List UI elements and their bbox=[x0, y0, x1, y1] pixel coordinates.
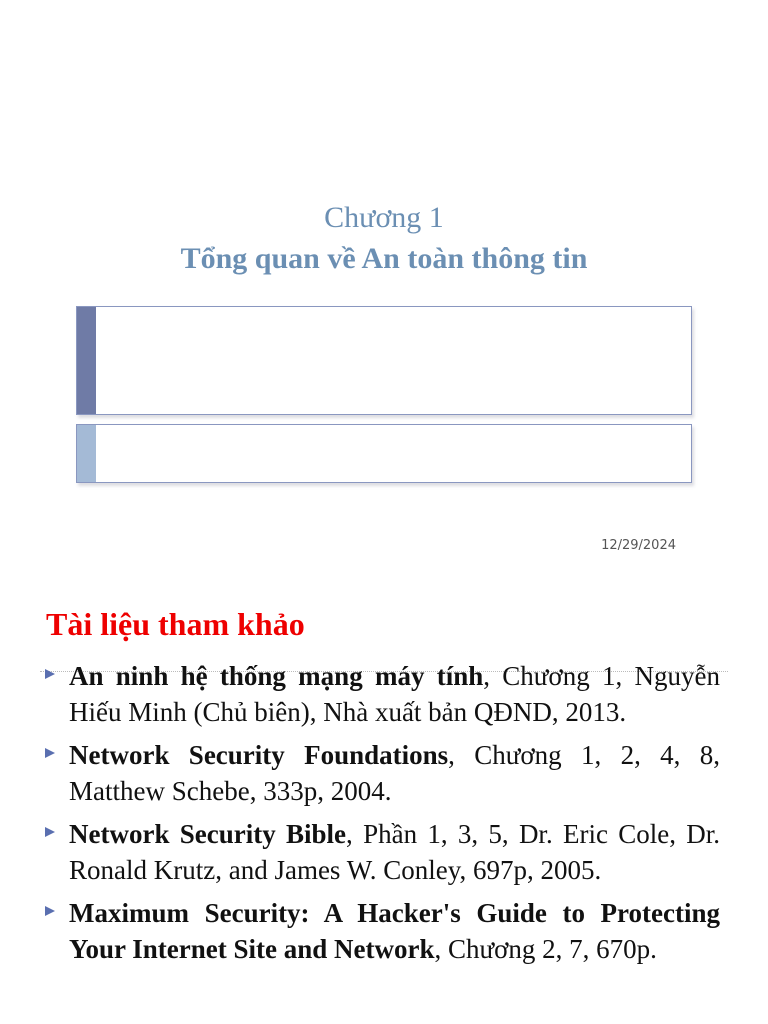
slide-title: Tổng quan về An toàn thông tin bbox=[180, 242, 588, 275]
bullet-triangle-icon bbox=[45, 827, 55, 837]
bullet-triangle-icon bbox=[45, 906, 55, 916]
accent-bar-dark bbox=[77, 307, 96, 414]
reference-item bbox=[69, 737, 720, 809]
slide-date: 12/29/2024 bbox=[601, 538, 676, 553]
reference-title: Maximum Security: A Hacker's Guide to Protecting Your Internet Site and Network bbox=[69, 898, 720, 964]
reference-item bbox=[69, 895, 720, 967]
reference-item bbox=[69, 816, 720, 888]
chapter-label: Chương 1 bbox=[324, 201, 444, 234]
reference-title: An ninh hệ thống mạng máy tính bbox=[69, 661, 484, 691]
accent-bar-light bbox=[77, 425, 96, 482]
references-heading: Tài liệu tham khảo bbox=[46, 606, 305, 642]
content-box-small bbox=[76, 424, 692, 483]
bullet-triangle-icon bbox=[45, 669, 55, 679]
reference-details: , Phần 1, 3, 5, Dr. Eric Cole, Dr. Ronald Krutz, and James W. Conley, 697p, 2005. bbox=[69, 819, 720, 885]
reference-title: Network Security Bible bbox=[69, 819, 347, 849]
slide-title-block bbox=[0, 198, 768, 280]
bullet-triangle-icon bbox=[45, 748, 55, 758]
reference-item bbox=[69, 658, 720, 730]
references-list bbox=[0, 658, 768, 974]
content-box-large bbox=[76, 306, 692, 415]
reference-title: Network Security Foundations bbox=[69, 740, 449, 770]
reference-details: , Chương 2, 7, 670p. bbox=[434, 934, 657, 964]
reference-details: , Chương 1, Nguyễn Hiếu Minh (Chủ biên), Nhà xuất bản QĐND, 2013. bbox=[69, 661, 720, 727]
reference-details: , Chương 1, 2, 4, 8, Matthew Schebe, 333p, 2004. bbox=[69, 740, 720, 806]
